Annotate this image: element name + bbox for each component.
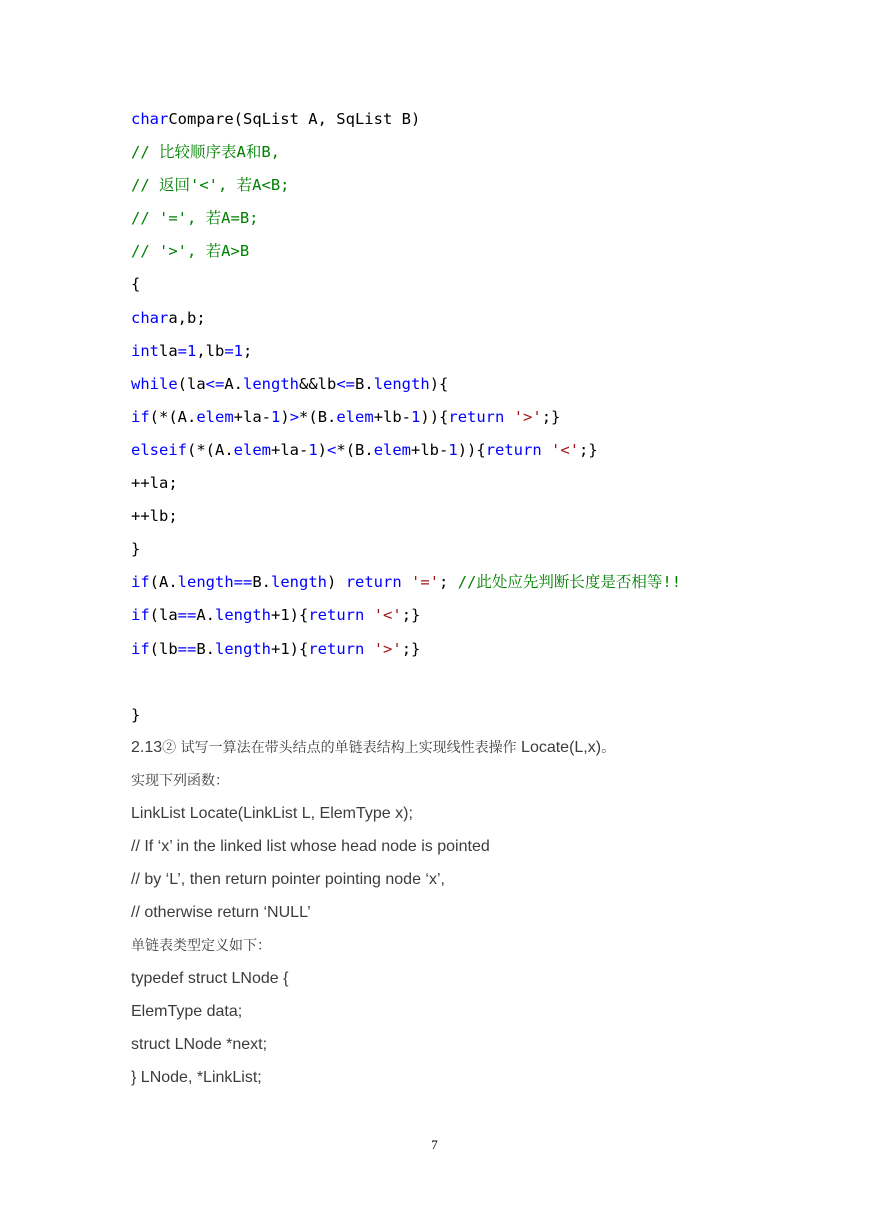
code-token: ;} bbox=[401, 606, 421, 625]
code-token: (la bbox=[177, 374, 206, 393]
code-token: ; bbox=[243, 341, 253, 360]
code-token: length bbox=[373, 374, 430, 393]
code-token: '>' bbox=[513, 407, 542, 426]
code-token: *(B. bbox=[336, 440, 374, 459]
code-token: // '>', 若A>B bbox=[131, 242, 250, 261]
code-token: // 返回'<', 若A<B; bbox=[131, 176, 290, 195]
code-token bbox=[504, 408, 513, 426]
code-token: ; bbox=[439, 573, 458, 592]
code-token: la bbox=[159, 341, 178, 360]
code-token: elem bbox=[196, 407, 234, 426]
code-token: } bbox=[131, 540, 141, 559]
code-line bbox=[131, 302, 831, 335]
code-token: elem bbox=[233, 440, 271, 459]
code-line bbox=[131, 434, 831, 467]
code-token: +la- bbox=[233, 407, 271, 426]
text-line bbox=[131, 863, 831, 896]
code-token: char bbox=[131, 110, 169, 128]
code-token: == bbox=[177, 606, 197, 625]
text-line bbox=[131, 764, 831, 797]
code-token: while bbox=[131, 374, 178, 393]
code-token: (la bbox=[149, 606, 178, 625]
code-token: ++lb; bbox=[131, 507, 178, 526]
code-token: return bbox=[345, 573, 402, 592]
code-token: +1){ bbox=[271, 639, 309, 658]
code-line bbox=[131, 335, 831, 368]
code-line bbox=[131, 103, 831, 136]
code-line bbox=[131, 202, 831, 235]
code-line bbox=[131, 599, 831, 632]
text-segment: struct LNode *next; bbox=[131, 1036, 268, 1053]
text-segment: ② 试写一算法在带头结点的单链表结构上实现线性表操作 bbox=[162, 740, 517, 756]
code-line bbox=[131, 268, 831, 301]
code-token: <= bbox=[336, 374, 356, 393]
code-token: )){ bbox=[420, 407, 449, 426]
code-token: B. bbox=[355, 374, 374, 393]
code-token: A. bbox=[196, 606, 216, 625]
code-token: a,b; bbox=[168, 308, 206, 327]
code-token: 1 bbox=[308, 440, 318, 459]
text-segment: LinkList Locate(LinkList L, ElemType x); bbox=[131, 805, 413, 822]
code-token: B. bbox=[252, 573, 272, 592]
code-token bbox=[364, 640, 373, 658]
code-token bbox=[542, 441, 551, 459]
code-token: +la- bbox=[271, 440, 309, 459]
code-token: =1 bbox=[177, 341, 197, 360]
code-line bbox=[131, 136, 831, 169]
text-line bbox=[131, 830, 831, 863]
code-token: == bbox=[177, 639, 197, 658]
code-token: 1 bbox=[271, 407, 281, 426]
text-line bbox=[131, 995, 831, 1028]
text-segment: ElemType data; bbox=[131, 1003, 243, 1020]
code-token: +lb- bbox=[411, 440, 449, 459]
page-number: 7 bbox=[431, 1137, 438, 1152]
code-token: } bbox=[131, 705, 141, 724]
code-line bbox=[131, 500, 831, 533]
code-token: length bbox=[271, 573, 328, 592]
code-token: 1 bbox=[411, 407, 421, 426]
text-line bbox=[131, 929, 831, 962]
code-token: elem bbox=[373, 440, 412, 459]
code-token: return bbox=[448, 407, 505, 426]
code-token: length bbox=[243, 374, 300, 393]
code-token: '>' bbox=[373, 639, 402, 658]
code-token: return bbox=[485, 440, 542, 459]
code-line bbox=[131, 467, 831, 500]
code-token: (lb bbox=[149, 639, 178, 658]
code-token: *(B. bbox=[299, 407, 337, 426]
code-token: int bbox=[131, 341, 159, 360]
text-segment: 。 bbox=[601, 740, 616, 756]
code-token: < bbox=[327, 440, 337, 459]
text-segment: Locate(L,x) bbox=[516, 739, 602, 756]
text-segment: 2.13 bbox=[131, 739, 163, 756]
text-line bbox=[131, 731, 831, 764]
code-token: (*(A. bbox=[149, 407, 197, 426]
text-segment: typedef struct LNode { bbox=[131, 970, 289, 987]
code-token: (A. bbox=[149, 573, 178, 592]
code-token bbox=[402, 573, 411, 591]
code-token: +1){ bbox=[271, 606, 309, 625]
code-line bbox=[131, 533, 831, 566]
text-segment: 实现下列函数： bbox=[131, 773, 229, 789]
code-token: ;} bbox=[401, 639, 421, 658]
code-line bbox=[131, 235, 831, 268]
problem-text bbox=[131, 731, 831, 1094]
code-token: +lb- bbox=[373, 407, 412, 426]
code-line bbox=[131, 566, 831, 599]
text-segment: // by ‘L’, then return pointer pointing node ‘x’, bbox=[131, 871, 445, 888]
code-line bbox=[131, 633, 831, 666]
code-token: =1 bbox=[224, 341, 244, 360]
code-token: '<' bbox=[373, 606, 402, 625]
code-token: //此处应先判断长度是否相等!! bbox=[457, 573, 682, 592]
code-token: ){ bbox=[429, 374, 449, 393]
code-token: Compare(SqList A, SqList B) bbox=[168, 110, 421, 128]
code-token: == bbox=[233, 573, 253, 592]
code-token: length bbox=[215, 639, 272, 658]
code-token: if bbox=[131, 606, 150, 625]
code-token: A. bbox=[224, 374, 244, 393]
code-token: ++la; bbox=[131, 474, 178, 493]
code-token: &&lb bbox=[299, 374, 337, 393]
text-segment: 单链表类型定义如下： bbox=[131, 938, 271, 954]
code-token: '=' bbox=[411, 573, 440, 592]
code-token: ) bbox=[317, 440, 328, 459]
code-token: '<' bbox=[551, 440, 580, 459]
code-line bbox=[131, 368, 831, 401]
code-token: if bbox=[131, 639, 150, 658]
text-line bbox=[131, 1061, 831, 1094]
code-token: if bbox=[131, 573, 150, 592]
code-line bbox=[131, 169, 831, 202]
code-line bbox=[131, 666, 831, 699]
code-block bbox=[131, 103, 831, 732]
code-token: )){ bbox=[457, 440, 486, 459]
code-token: return bbox=[308, 639, 365, 658]
text-segment: // otherwise return ‘NULL’ bbox=[131, 904, 311, 921]
code-token: length bbox=[177, 573, 234, 592]
code-token: <= bbox=[205, 374, 225, 393]
code-token: if bbox=[131, 407, 150, 426]
code-token: return bbox=[308, 606, 365, 625]
code-token: ,lb bbox=[196, 341, 225, 360]
code-token: // '=', 若A=B; bbox=[131, 209, 259, 228]
text-line bbox=[131, 896, 831, 929]
code-token: 1 bbox=[448, 440, 458, 459]
code-token bbox=[364, 606, 373, 624]
code-token: char bbox=[131, 308, 169, 327]
code-token: ;} bbox=[579, 440, 598, 459]
code-line bbox=[131, 699, 831, 732]
text-line bbox=[131, 962, 831, 995]
code-token: { bbox=[131, 275, 141, 294]
text-segment: // If ‘x’ in the linked list whose head node is pointed bbox=[131, 838, 490, 855]
code-token: > bbox=[289, 407, 300, 426]
code-token: elseif bbox=[131, 440, 187, 459]
code-token: elem bbox=[336, 407, 374, 426]
text-line bbox=[131, 1028, 831, 1061]
code-token: (*(A. bbox=[187, 440, 234, 459]
code-token: ) bbox=[280, 407, 290, 426]
code-token: B. bbox=[196, 639, 216, 658]
code-token: ;} bbox=[541, 407, 561, 426]
text-segment: } LNode, *LinkList; bbox=[131, 1069, 262, 1086]
text-line bbox=[131, 797, 831, 830]
code-token: ) bbox=[327, 573, 346, 592]
code-token: // 比较顺序表A和B, bbox=[131, 143, 280, 162]
code-token: length bbox=[215, 606, 272, 625]
code-line bbox=[131, 401, 831, 434]
